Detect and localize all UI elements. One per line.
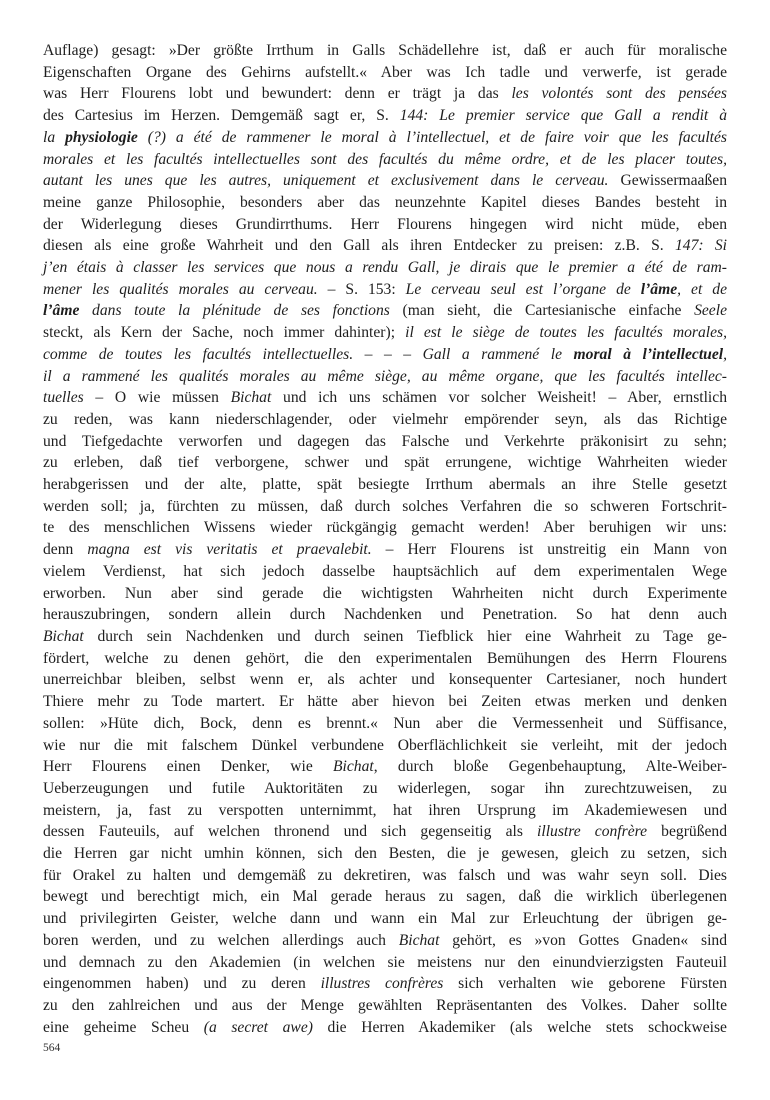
text-run: (man sieht, die Cartesianische einfache bbox=[389, 302, 695, 320]
text-line bbox=[43, 930, 727, 952]
italic-text: 144: Le premier service que Gall a rendit à bbox=[399, 107, 727, 125]
text-run: zu erleben, daß tief verborgene, schwer und spät errungene, wichtige Wahrheiten wieder bbox=[43, 454, 727, 472]
text-line bbox=[43, 83, 727, 105]
bold-italic-text: moral à l’intellectuel bbox=[573, 345, 724, 363]
text-run: meistern, ja, fast zu verspotten unternimmt, hat ihren Ursprung im Akademiewesen und bbox=[43, 801, 727, 819]
text-run: sollen: »Hüte dich, Bock, denn es brennt.« Nun aber die Vermessenheit und Süffisance, bbox=[43, 714, 727, 732]
text-run: meine ganze Philosophie, besonders aber das neunzehnte Kapitel dieses Bandes besteht in bbox=[43, 193, 727, 211]
text-run: und ich uns schämen vor solcher Weisheit! – Aber, ernstlich bbox=[271, 389, 727, 407]
italic-text: la bbox=[43, 128, 66, 146]
text-run: der Widerlegung dieses Grundirrthums. Herr Flourens hingegen wird nicht müde, eben bbox=[43, 215, 727, 233]
text-line bbox=[43, 583, 727, 605]
text-line bbox=[43, 40, 727, 62]
text-run: Auflage) gesagt: »Der größte Irrthum in Galls Schädellehre ist, daß er auch für moralische bbox=[43, 42, 727, 59]
text-run: begrüßend bbox=[647, 823, 728, 841]
text-run: vielem Verdienst, hat sich jedoch dasselbe hauptsächlich auf dem experimentalen Wege bbox=[43, 562, 727, 580]
italic-text: (?) a été de rammener le moral à l’intellectuel, et de faire voir que les facultés bbox=[137, 128, 727, 146]
bold-italic-text: l’âme bbox=[43, 302, 80, 320]
text-run: zu den zahlreichen und aus der Menge gewählten Repräsentanten des Volkes. Daher sollte bbox=[43, 996, 727, 1014]
italic-text: illustres confrères bbox=[320, 975, 444, 993]
text-line bbox=[43, 1017, 727, 1039]
text-run: gehört, es »von Gottes Gnaden« sind bbox=[439, 931, 727, 949]
text-line bbox=[43, 344, 727, 366]
text-line bbox=[43, 366, 727, 388]
italic-text: Bichat bbox=[43, 627, 84, 645]
text-run: erworben. Nun aber sind gerade die wichtigsten Wahrheiten nicht durch Experimente bbox=[43, 584, 727, 602]
text-line bbox=[43, 387, 727, 409]
italic-text: Bichat bbox=[398, 931, 440, 949]
text-run: und demnach zu den Akademien (in welchen sie meistens nur den einundvierzigsten Fauteuil bbox=[43, 953, 727, 971]
text-line bbox=[43, 214, 727, 236]
text-run: diesen als eine große Wahrheit und den Gall als ihren Entdecker zu preisen: z.B. S. bbox=[43, 237, 675, 255]
text-run: Gewissermaaßen bbox=[608, 172, 727, 190]
page-number: 564 bbox=[43, 1042, 61, 1054]
text-line bbox=[43, 127, 727, 149]
italic-text: Bichat bbox=[333, 758, 374, 776]
text-run: – O wie müssen bbox=[83, 389, 231, 407]
text-run: und Tiefgedachte verworfen und dagegen das Falsche und Verkehrte präkonisirt zu sehn; bbox=[43, 432, 727, 450]
text-line bbox=[43, 322, 727, 344]
italic-text: comme de toutes les facultés intellectuelles. – – – Gall a rammené le bbox=[43, 345, 574, 363]
italic-text: autant les unes que les autres, uniquement et exclusivement dans le cerveau. bbox=[43, 172, 609, 190]
text-line bbox=[43, 865, 727, 887]
text-line bbox=[43, 561, 727, 583]
text-run: – S. 153: bbox=[317, 280, 406, 298]
text-line bbox=[43, 756, 727, 778]
text-line bbox=[43, 908, 727, 930]
italic-text: 147: Si bbox=[674, 237, 727, 255]
text-run: unerreichbar bleiben, selbst wenn er, als achter und konsequenter Cartesianer, noch hundert bbox=[43, 671, 727, 689]
text-run: dessen Fauteuils, auf welchen thronend und sich gegenseitig als bbox=[43, 823, 538, 841]
text-run: wie nur die mit falschem Dünkel verbundene Oberflächlichkeit sie verleiht, mit der jedoch bbox=[43, 736, 727, 754]
text-run: , durch bloße Gegenbehauptung, Alte-Weiber- bbox=[373, 758, 727, 776]
text-line bbox=[43, 496, 727, 518]
text-run: durch sein Nachdenken und durch seinen Tiefblick hier eine Wahrheit zu Tage ge- bbox=[83, 627, 727, 645]
italic-text: illustre confrère bbox=[537, 823, 648, 841]
italic-text: (a secret awe) bbox=[203, 1018, 313, 1036]
text-run: te des menschlichen Wissens wieder rückgängig gemacht werden! Aber beruhigen wir uns: bbox=[43, 519, 727, 537]
italic-text: magna est vis veritatis et praevalebit. bbox=[87, 541, 372, 559]
text-run: die Herren Akademiker (als welche stets schockweise bbox=[312, 1018, 727, 1036]
text-run: des Cartesius im Herzen. Demgemäß sagt er, S. bbox=[43, 107, 400, 125]
italic-text: Le cerveau seul est l’organe de bbox=[405, 280, 641, 298]
text-line bbox=[43, 431, 727, 453]
text-run: Eigenschaften Organe des Gehirns aufstellt.« Aber was Ich tadle und verwerfe, ist gerade bbox=[43, 63, 727, 81]
text-line bbox=[43, 257, 727, 279]
text-line bbox=[43, 279, 727, 301]
text-run: und privilegirten Geister, welche dann und wann ein Mal zur Erleuchtung der übrigen ge- bbox=[43, 910, 727, 928]
text-line bbox=[43, 691, 727, 713]
text-line bbox=[43, 735, 727, 757]
italic-text: dans toute la plénitude de ses fonctions bbox=[79, 302, 390, 320]
text-line bbox=[43, 62, 727, 84]
text-run: eingenommen haben) und zu deren bbox=[43, 975, 321, 993]
text-run: zu reden, was kann niederschlagender, oder vielmehr empörender seyn, als das Richtige bbox=[43, 410, 727, 428]
text-line bbox=[43, 995, 727, 1017]
text-line bbox=[43, 973, 727, 995]
italic-text: Bichat bbox=[230, 389, 272, 407]
italic-text: morales et les facultés intellectuelles sont des facultés du même ordre, et de les placer toutes, bbox=[43, 150, 727, 168]
text-body bbox=[43, 40, 727, 1038]
text-line bbox=[43, 517, 727, 539]
text-line bbox=[43, 800, 727, 822]
text-line bbox=[43, 300, 727, 322]
italic-text: mener les qualités morales au cerveau. bbox=[43, 280, 318, 298]
text-run: was Herr Flourens lobt und bewundert: denn er trägt ja das bbox=[43, 85, 512, 103]
bold-italic-text: physiologie bbox=[65, 128, 138, 146]
italic-text: tuelles bbox=[43, 389, 84, 407]
text-run: fördert, welche zu denen gehört, die den experimentalen Bemühungen des Herrn Flourens bbox=[43, 649, 727, 667]
text-line bbox=[43, 604, 727, 626]
text-run: sich verhalten wie geborene Fürsten bbox=[443, 975, 727, 993]
text-run: bewegt und berechtigt mich, ein Mal gerade heraus zu sagen, daß die wirklich überlegenen bbox=[43, 888, 727, 906]
text-line bbox=[43, 235, 727, 257]
text-run: für Orakel zu halten und demgemäß zu dekretiren, was falsch und was wahr seyn soll. Dies bbox=[43, 866, 727, 884]
text-line bbox=[43, 778, 727, 800]
text-run: herauszubringen, sondern allein durch Nachdenken und Penetration. So hat denn auch bbox=[43, 606, 727, 624]
text-run: denn bbox=[43, 541, 88, 559]
text-run: steckt, als Kern der Sache, noch immer dahinter); bbox=[43, 324, 406, 342]
text-line bbox=[43, 539, 727, 561]
text-line bbox=[43, 648, 727, 670]
text-line bbox=[43, 843, 727, 865]
text-run: herabgerissen und der alte, platte, spät besiegte Irrthum abermals an ihre Stelle gesetzt bbox=[43, 476, 727, 494]
italic-text: Seele bbox=[694, 302, 727, 320]
text-run: Thiere mehr zu Tode martert. Er hätte aber hievon bei Zeiten etwas merken und denken bbox=[43, 693, 727, 711]
text-run: eine geheime Scheu bbox=[43, 1018, 204, 1036]
text-run: – Herr Flourens ist unstreitig ein Mann von bbox=[371, 541, 727, 559]
text-run: Herr Flourens einen Denker, wie bbox=[43, 758, 334, 776]
text-line bbox=[43, 626, 727, 648]
text-line bbox=[43, 821, 727, 843]
text-line bbox=[43, 886, 727, 908]
text-run: Ueberzeugungen und futile Auktoritäten zu widerlegen, sogar ihn zurechtzuweisen, zu bbox=[43, 779, 727, 797]
italic-text: , bbox=[723, 345, 727, 363]
bold-italic-text: l’âme bbox=[640, 280, 678, 298]
text-run: werden soll; ja, fürchten zu müssen, daß durch solches Verfahren die so schweren Fortschrit- bbox=[43, 497, 727, 515]
italic-text: il est le siège de toutes les facultés morales, bbox=[405, 324, 727, 342]
text-line bbox=[43, 192, 727, 214]
italic-text: les volontés sont des pensées bbox=[511, 85, 727, 103]
text-line bbox=[43, 409, 727, 431]
page-body bbox=[43, 40, 727, 1038]
text-run: boren werden, und zu welchen allerdings auch bbox=[43, 931, 399, 949]
text-line bbox=[43, 452, 727, 474]
text-line bbox=[43, 149, 727, 171]
italic-text: , et de bbox=[677, 280, 727, 298]
text-line bbox=[43, 474, 727, 496]
text-line bbox=[43, 713, 727, 735]
italic-text: il a rammené les qualités morales au même siège, au même organe, que les facultés intellec- bbox=[43, 367, 727, 385]
text-line bbox=[43, 170, 727, 192]
text-line bbox=[43, 669, 727, 691]
text-line bbox=[43, 952, 727, 974]
italic-text: j’en étais à classer les services que nous a rendu Gall, je dirais que le premier a été de ram- bbox=[43, 259, 727, 277]
text-line bbox=[43, 105, 727, 127]
text-run: die Herren gar nicht umhin können, sich den Besten, die je gewesen, gleich zu setzen, sich bbox=[43, 845, 727, 863]
